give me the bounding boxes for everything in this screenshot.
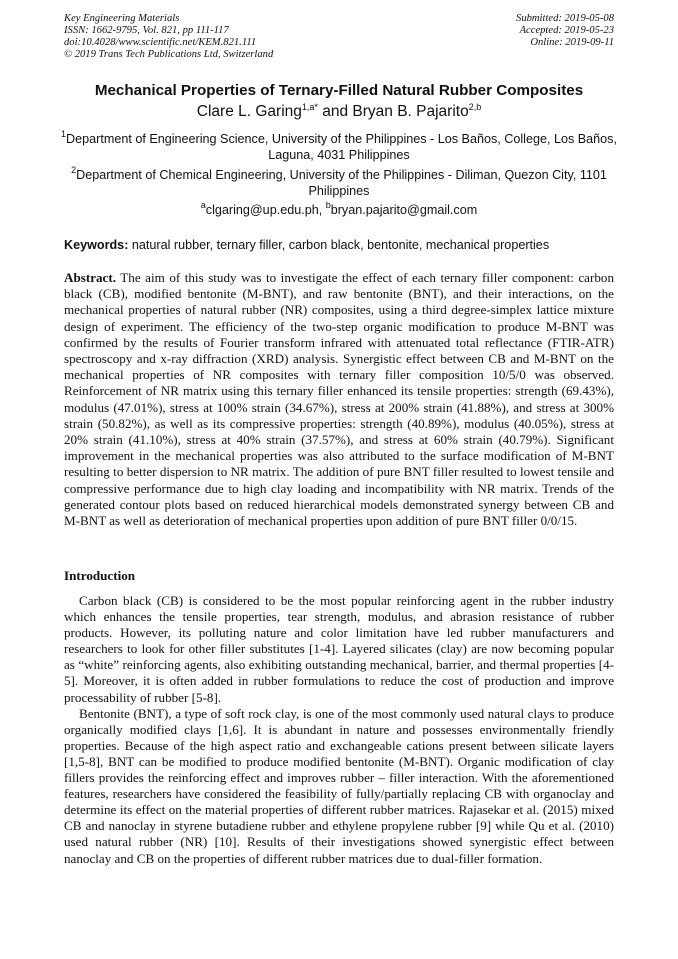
email-link-b[interactable]: bryan.pajarito@gmail.com [330,203,478,217]
journal-name: Key Engineering Materials [64,13,180,24]
aff-2-text: Department of Chemical Engineering, University of the Philippines - Diliman, Quezon City, 1101 Philippines [76,168,607,198]
aff-2-sup: 2 [71,165,77,175]
affiliation-1 [54,131,624,163]
abstract [64,270,614,529]
authors [54,103,624,121]
author-2-sup: 2,b [468,102,482,112]
email-b-sup: b [325,200,331,210]
aff-1-text: Department of Engineering Science, University of the Philippines - Los Baños, College, Los Baños, Laguna, 4031 Philippines [66,132,617,162]
author-and: and [317,103,353,120]
keywords-text: natural rubber, ternary filler, carbon black, bentonite, mechanical properties [128,238,550,252]
abstract-text: The aim of this study was to investigate the effect of each ternary filler component: carbon black (CB), modified bentonite (M-BNT), and raw bentonite (BNT), and their interactions, on the mechanical properties of natural rubber (NR) composites, using a third degree-simplex lattice mixture design of experiment. The efficiency of the two-step organic modification to produce M-BNT was confirmed by the results of Fourier transform infrared with attenuated total reflectance (FTIR-ATR) spectroscopy and x-ray diffraction (XRD) analysis. Synergistic effect between CB and M-BNT on the mechanical properties of NR composites with ternary filler composition 10/5/0 was observed. Reinforcement of NR matrix using this ternary filler enhanced its tensile properties: strength (69.43%), modulus (47.01%), stress at 100% strain (34.67%), stress at 200% strain (41.88%), and stress at 300% strain (50.82%), as well as its compressive properties: strength (40.89%), modulus (40.05%), stress at 20% strain (41.10%), stress at 40% strain (37.57%), and stress at 60% strain (40.79%). Significant improvement in the mechanical properties was also attributed to the surface modification of M-BNT resulting to better dispersion to NR matrix. The addition of pure BNT filler resulted to lowest tensile and compressive performance due to high clay loading and incompatibility with NR matrix. Trends of the generated contour plots based on reduced hierarchical models demonstrated synergy between CB and M-BNT as well as deterioration of mechanical properties upon addition of pure BNT filler 0/0/15. [64,270,614,529]
paragraph: Carbon black (CB) is considered to be the most popular reinforcing agent in the rubber industry which enhances the tensile properties, tear strength, modulus, and abrasion resistance of rubber products. However, its polluting nature and color limitation have led rubber manufacturers and researchers to look for other filler substitutes [1-4]. Layered silicates (clay) are now becoming popular as “white” reinforcing agents, also exhibiting outstanding mechanical, barrier, and thermal properties [4-5]. Moreover, it is often added in rubber formulations to reduce the cost of production and improve processability of rubber [5-8]. [64,593,614,705]
keywords-label: Keywords: [64,238,129,252]
journal-info [64,13,273,61]
keywords [64,238,549,252]
aff-1-sup: 1 [61,129,67,139]
online-date: Online: 2019-09-11 [530,37,614,48]
copyright: © 2019 Trans Tech Publications Ltd, Switzerland [64,49,274,60]
section-heading-introduction: Introduction [64,568,136,583]
affiliation-2 [54,167,624,199]
issn: ISSN: 1662-9795, Vol. 821, pp 111-117 [64,25,229,36]
doi: doi:10.4028/www.scientific.net/KEM.821.111 [64,37,257,48]
submitted-date: Submitted: 2019-05-08 [516,13,614,24]
author-1: Clare L. Garing [196,103,302,120]
email-link-a[interactable]: clgaring@up.edu.ph, [205,203,326,217]
introduction-body [64,593,614,867]
author-1-sup: 1,a* [301,102,318,112]
dates-info [516,13,614,49]
paragraph: Bentonite (BNT), a type of soft rock clay, is one of the most commonly used natural clays to produce organically modified clays [1,6]. It is abundant in nature and possesses environmentally friendly properties. Because of the high aspect ratio and exchangeable cations present between silicate layers [1,5-8], BNT can be modified to produce modified bentonite (M-BNT). Organic modification of clay fillers provides the reinforcing effect and improves rubber – filler interaction. With the aforementioned features, researchers have considered the feasibility of fully/partially replacing CB with organoclay and determine its effect on the material properties of different rubber matrices. Rajasekar et al. (2015) mixed CB and nanoclay in styrene butadiene rubber and ethylene propylene rubber [9] while Qu et al. (2010) used natural rubber (NR) [10]. Results of their investigations showed synergistic effect between nanoclay and CB on the properties of different rubber matrices due to dual-filler formation. [64,705,614,866]
abstract-label: Abstract. [64,270,116,285]
email-a-sup: a [200,200,206,210]
author-2: Bryan B. Pajarito [352,103,469,120]
paper-title: Mechanical Properties of Ternary-Filled Natural Rubber Composites [94,82,584,99]
accepted-date: Accepted: 2019-05-23 [519,25,614,36]
emails [54,200,624,217]
